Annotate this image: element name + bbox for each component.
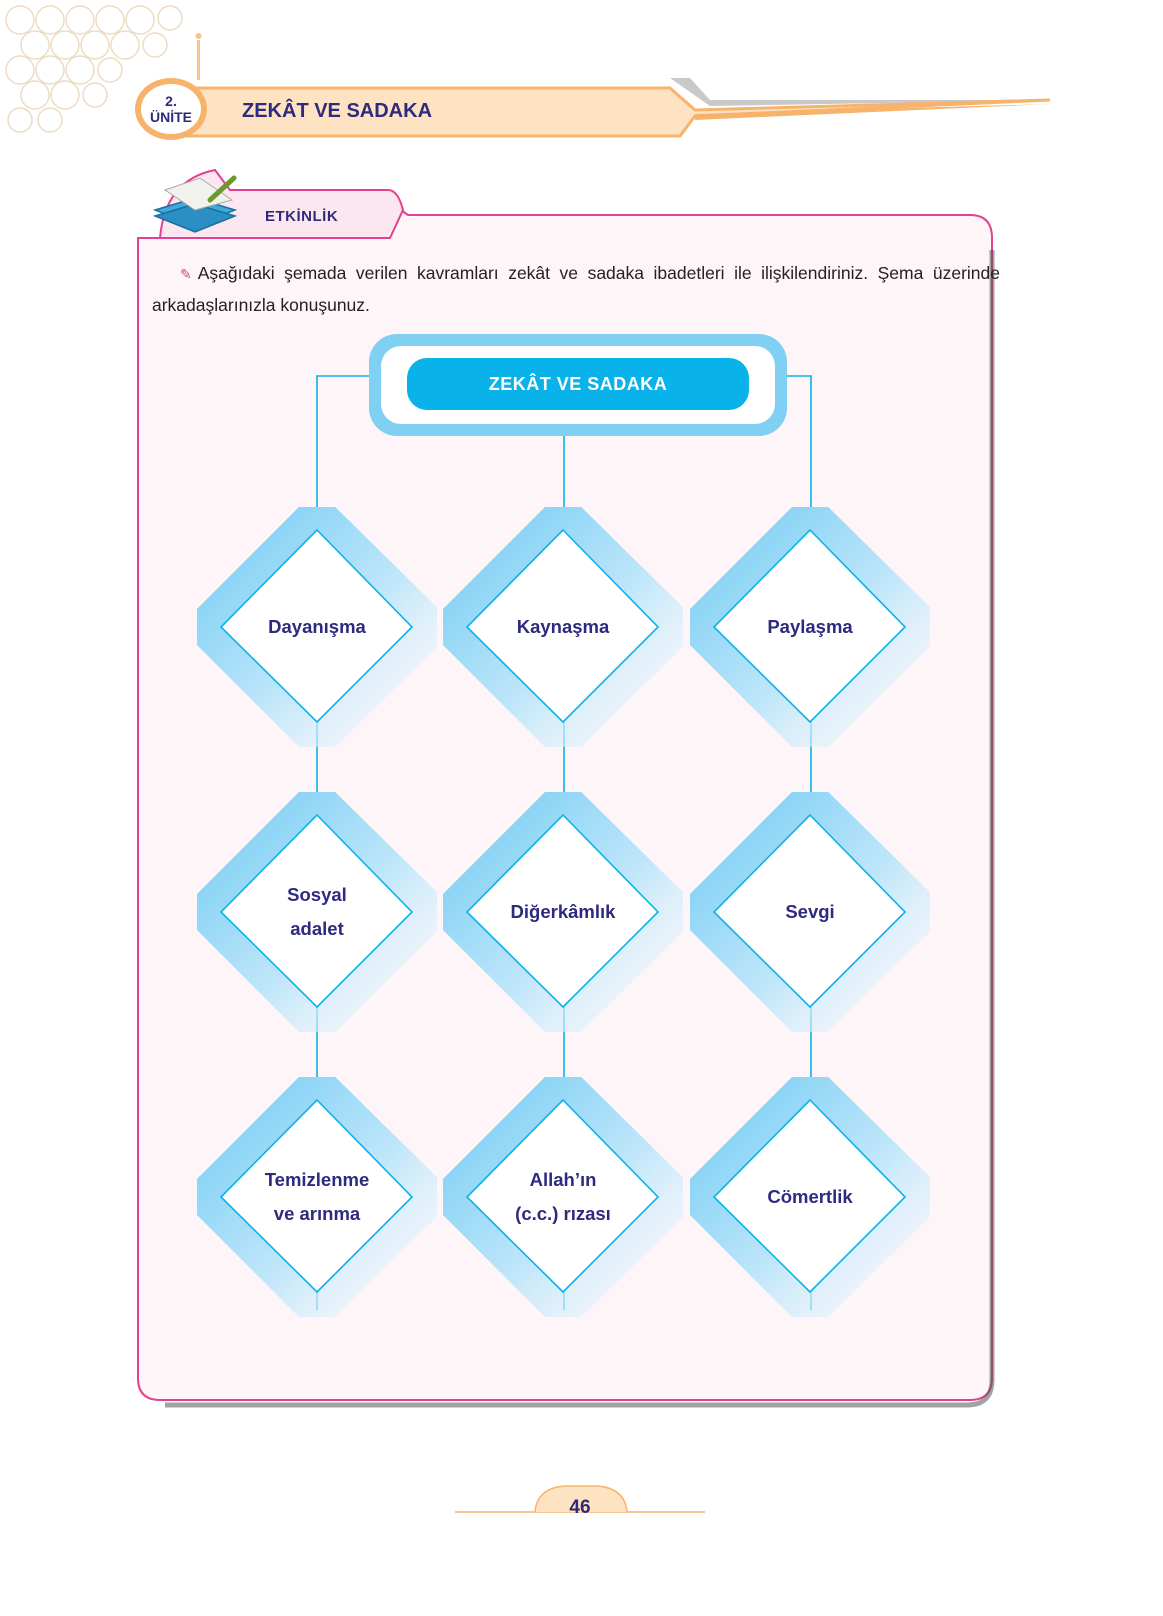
root-label: ZEKÂT VE SADAKA [407,358,749,410]
activity-label: ETKİNLİK [265,208,339,225]
concept-node [197,792,437,1032]
concept-node [197,1077,437,1317]
concept-node [443,507,683,747]
root-box [369,334,787,436]
concept-label: Kaynaşma [516,616,610,637]
concept-label: Allah’ın (c.c.) rızası [515,1169,611,1224]
concept-label: Dayanışma [268,616,366,637]
concept-label: Sevgi [785,901,835,922]
concept-label: Cömertlik [767,1186,853,1207]
concept-node [690,792,930,1032]
concept-label: Paylaşma [767,616,853,637]
page-number: 46 [569,1497,591,1518]
pencil-icon: ✎ [180,266,192,282]
concept-node [443,1077,683,1317]
unit-label: ÜNİTE [150,109,192,125]
concept-node [690,507,930,747]
concept-node [443,792,683,1032]
concept-node [690,1077,930,1317]
concept-node [197,507,437,747]
concept-label: Sosyal adalet [287,884,347,939]
concept-label: Diğerkâmlık [510,901,616,922]
unit-number: 2. [165,93,177,109]
page-title: ZEKÂT VE SADAKA [242,100,433,122]
instruction-text: Aşağıdaki şemada verilen kavramları zekât ve sadaka ibadetleri ile ilişkilendiriniz. Şema üzerinde arkadaşlarınızla konuşunuz. [152,263,1000,315]
concept-label: Temizlenme ve arınma [264,1169,370,1224]
